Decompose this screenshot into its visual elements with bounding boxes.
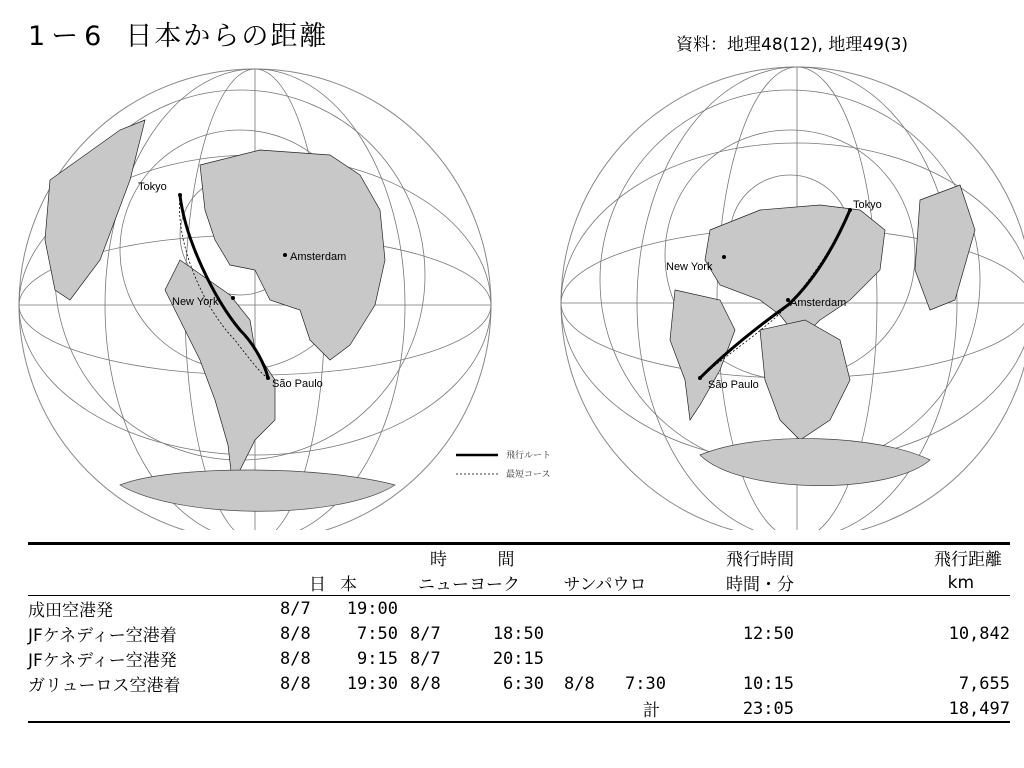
header-saopaulo: サンパウロ bbox=[563, 575, 647, 595]
header-row-1 bbox=[28, 544, 1010, 571]
header-flight-time-unit: 時間・分 bbox=[726, 575, 794, 595]
left-map bbox=[19, 69, 491, 530]
label-amsterdam-right: Amsterdam bbox=[790, 297, 847, 309]
label-newyork-left: New York bbox=[172, 296, 219, 308]
map-legend bbox=[456, 449, 551, 480]
legend-flight-route: 飛行ルート bbox=[506, 451, 552, 461]
header-newyork: ニューヨーク bbox=[418, 575, 520, 595]
flight-schedule-table bbox=[28, 542, 1010, 723]
label-amsterdam-left: Amsterdam bbox=[290, 251, 347, 263]
total-flight-time: 23:05 bbox=[666, 696, 818, 722]
page-title bbox=[28, 14, 328, 53]
label-saopaulo-left: São Paulo bbox=[272, 378, 323, 390]
total-row bbox=[28, 696, 1010, 722]
table-row: JFケネディー空港発 8/8 9:15 8/7 20:15 bbox=[28, 648, 544, 671]
section-number: 1ー6 bbox=[28, 21, 108, 52]
header-distance: 飛行距離 bbox=[818, 544, 1010, 571]
label-tokyo-left: Tokyo bbox=[138, 181, 167, 193]
section-title: 日本からの距離 bbox=[125, 21, 329, 52]
legend-shortest-course: 最短コース bbox=[506, 470, 551, 480]
total-distance: 18,497 bbox=[818, 696, 1010, 722]
label-newyork-right: New York bbox=[666, 261, 713, 273]
table-row: JFケネディー空港着 8/8 7:50 8/7 18:50 12:50 10,842 bbox=[28, 623, 1010, 646]
header-distance-unit: km bbox=[947, 572, 974, 593]
header-row-2 bbox=[28, 570, 1010, 596]
right-map bbox=[561, 67, 1024, 530]
header-time-a: 時 bbox=[410, 544, 468, 571]
label-tokyo-right: Tokyo bbox=[853, 199, 882, 211]
table-row: ガリューロス空港着 8/8 19:30 8/8 6:30 8/8 7:30 10:15 7,655 bbox=[28, 673, 1010, 696]
source-note: 資料：地理48(12), 地理49(3) bbox=[676, 35, 909, 55]
total-label: 計 bbox=[602, 696, 666, 722]
header-japan-a: 日 bbox=[309, 575, 326, 595]
label-saopaulo-right: São Paulo bbox=[708, 379, 759, 391]
header-japan-b: 本 bbox=[340, 575, 357, 595]
maps-figure bbox=[0, 60, 1024, 530]
header-time-b: 間 bbox=[468, 544, 544, 571]
table-row: 成田空港発 8/7 19:00 bbox=[28, 596, 1010, 622]
header-flight-time: 飛行時間 bbox=[666, 544, 818, 571]
